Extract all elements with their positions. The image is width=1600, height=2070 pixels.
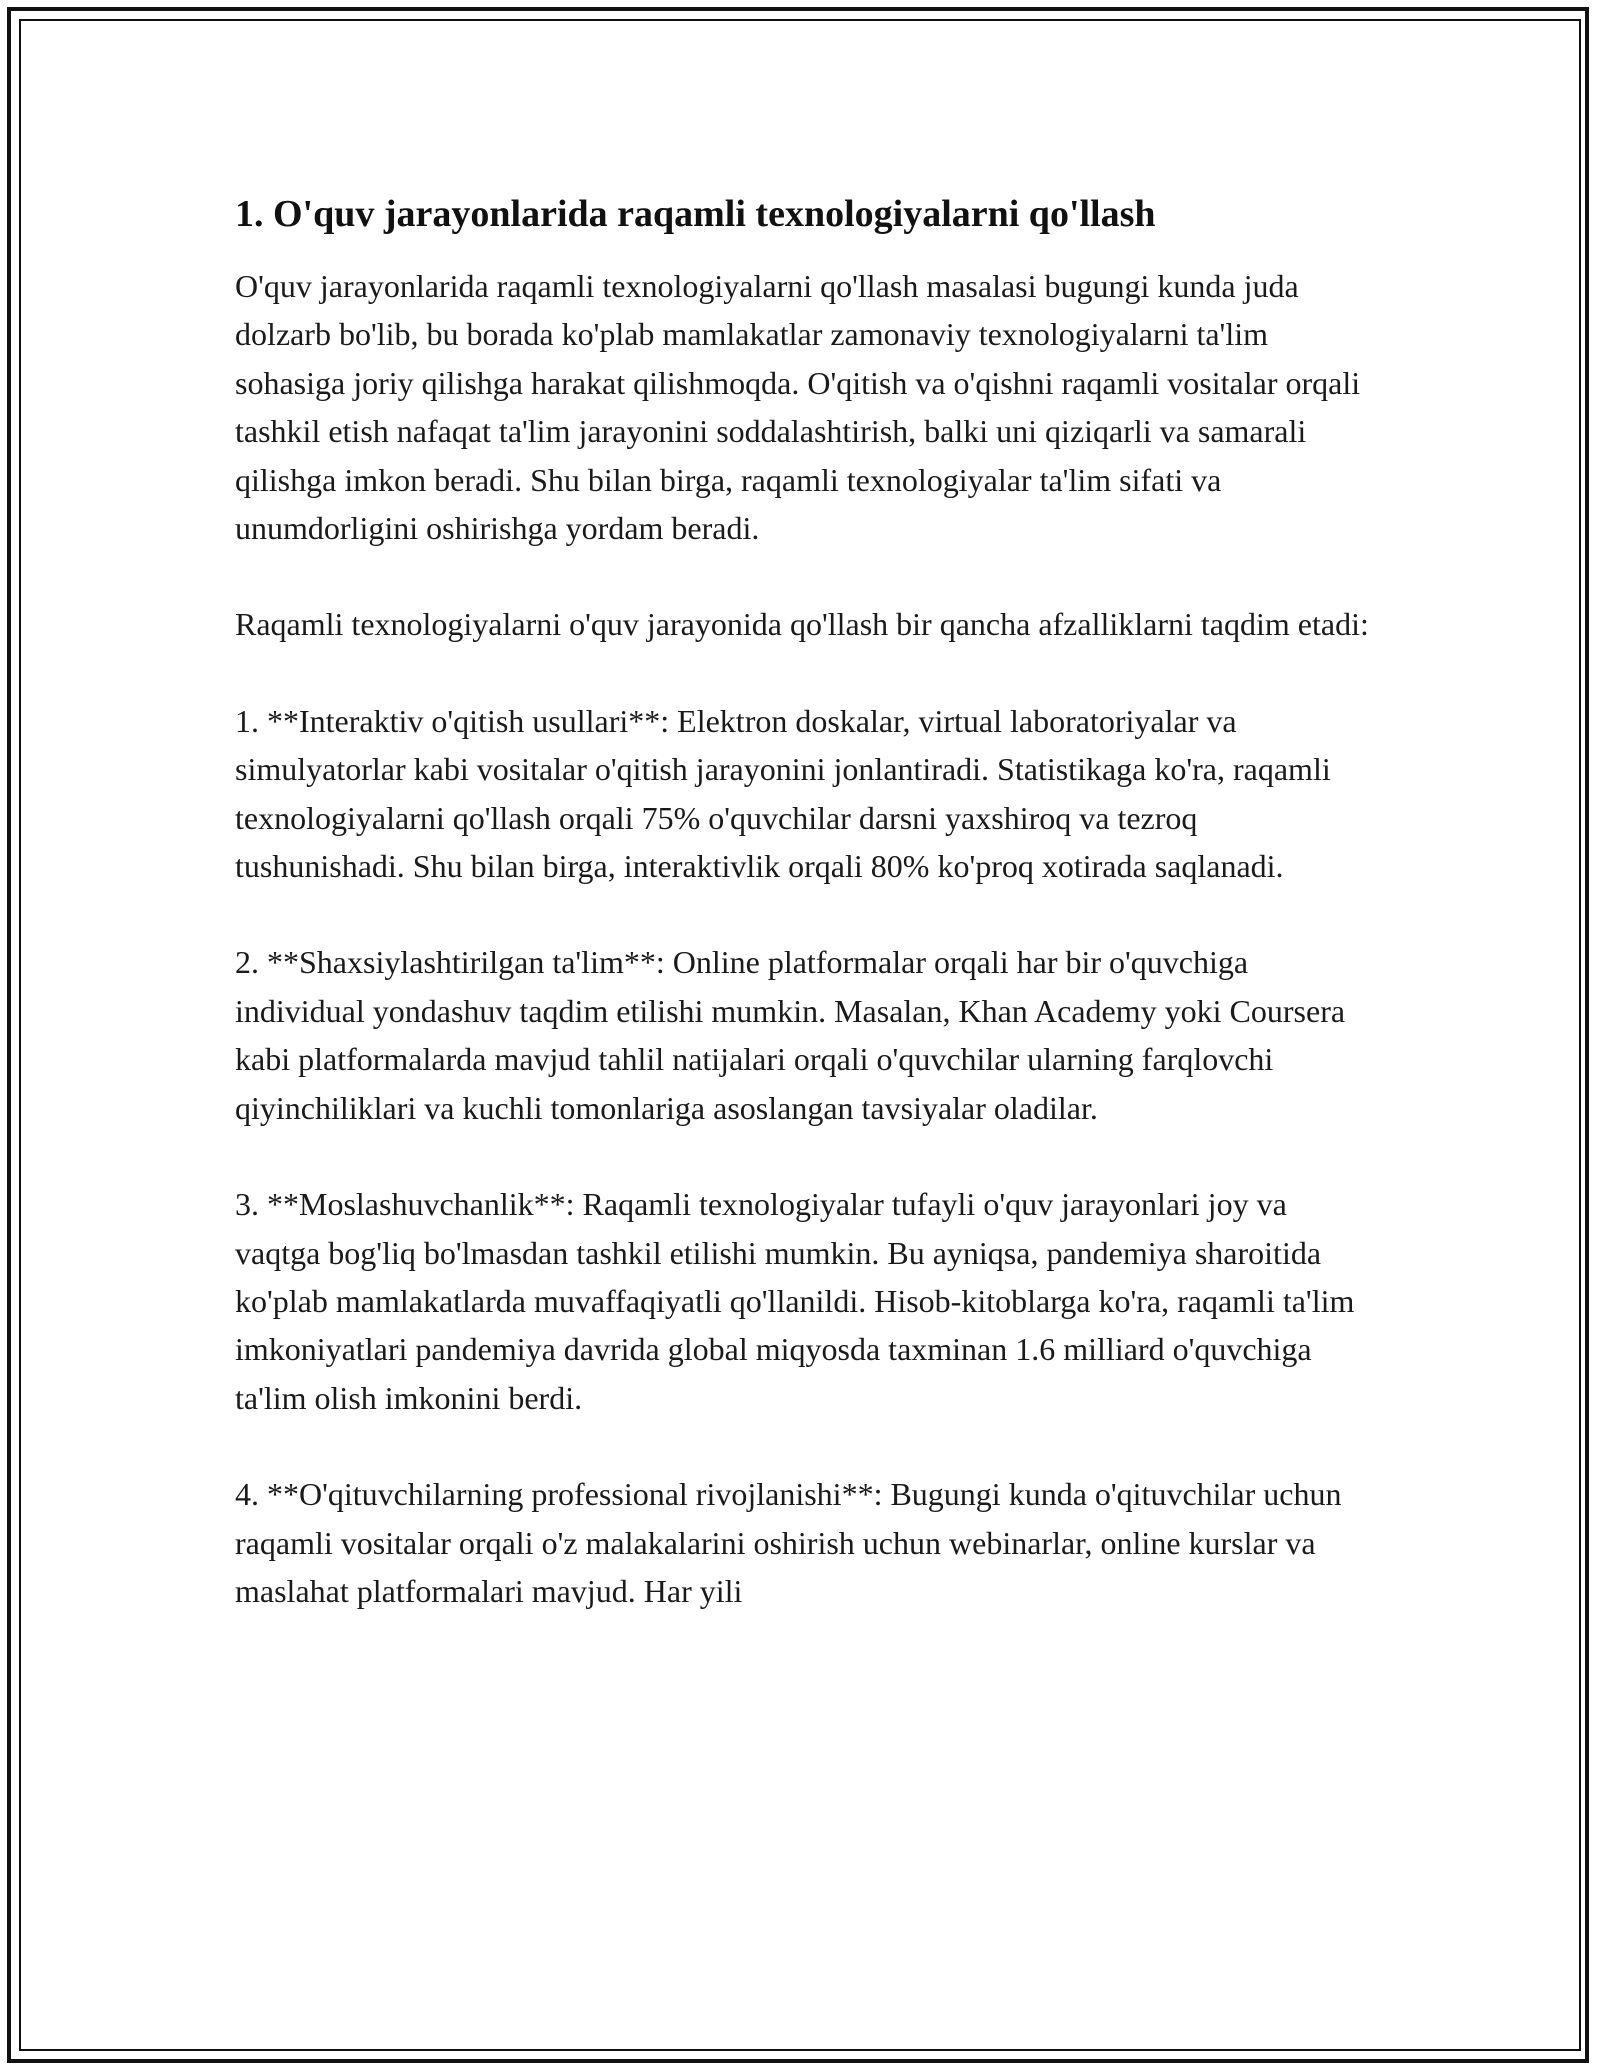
list-item-flexibility: 3. **Moslashuvchanlik**: Raqamli texnologiyalar tufayli o'quv jarayonlari joy va vaqtga bog'liq bo'lmasdan tashkil etilishi mumkin. Bu ayniqsa, pandemiya sharoitida ko'plab mamlakatlarda muvaffaqiyatli qo'llanildi. Hisob-kitoblarga ko'ra, raqamli ta'lim imkoniyatlari pandemiya davrida global miqyosda taxminan 1.6 milliard o'quvchiga ta'lim olish imkonini berdi. bbox=[235, 1186, 1355, 1416]
document-body bbox=[235, 184, 1375, 1615]
intro-paragraph: O'quv jarayonlarida raqamli texnologiyalarni qo'llash masalasi bugungi kunda juda dolzarb bo'lib, bu borada ko'plab mamlakatlar zamonaviy texnologiyalarni ta'lim sohasiga joriy qilishga harakat qilishmoqda. O'qitish va o'qishni raqamli vositalar orqali tashkil etish nafaqat ta'lim jarayonini soddalashtirish, balki uni qiziqarli va samarali qilishga imkon beradi. Shu bilan birga, raqamli texnologiyalar ta'lim sifati va unumdorligini oshirishga yordam beradi. bbox=[235, 268, 1361, 547]
advantages-lead-paragraph: Raqamli texnologiyalarni o'quv jarayonida qo'llash bir qancha afzalliklarni taqdim etadi: bbox=[235, 606, 1369, 643]
list-item-teacher-development: 4. **O'qituvchilarning professional rivojlanishi**: Bugungi kunda o'qituvchilar uchun raqamli vositalar orqali o'z malakalarini oshirish uchun webinarlar, online kurslar va maslahat platformalari mavjud. Har yili bbox=[235, 1476, 1342, 1609]
list-item-interactive-teaching: 1. **Interaktiv o'qitish usullari**: Elektron doskalar, virtual laboratoriyalar va simulyatorlar kabi vositalar o'qitish jarayonini jonlantiradi. Statistikaga ko'ra, raqamli texnologiyalarni qo'llash orqali 75% o'quvchilar darsni yaxshiroq va tezroq tushunishadi. Shu bilan birga, interaktivlik orqali 80% ko'proq xotirada saqlanadi. bbox=[235, 702, 1331, 885]
section-heading: 1. O'quv jarayonlarida raqamli texnologiyalarni qo'llash bbox=[235, 193, 1156, 235]
list-item-personalized-learning: 2. **Shaxsiylashtirilgan ta'lim**: Online platformalar orqali har bir o'quvchiga individual yondashuv taqdim etilishi mumkin. Masalan, Khan Academy yoki Coursera kabi platformalarda mavjud tahlil natijalari orqali o'quvchilar ularning farqlovchi qiyinchiliklari va kuchli tomonlariga asoslangan tavsiyalar oladilar. bbox=[235, 944, 1346, 1126]
